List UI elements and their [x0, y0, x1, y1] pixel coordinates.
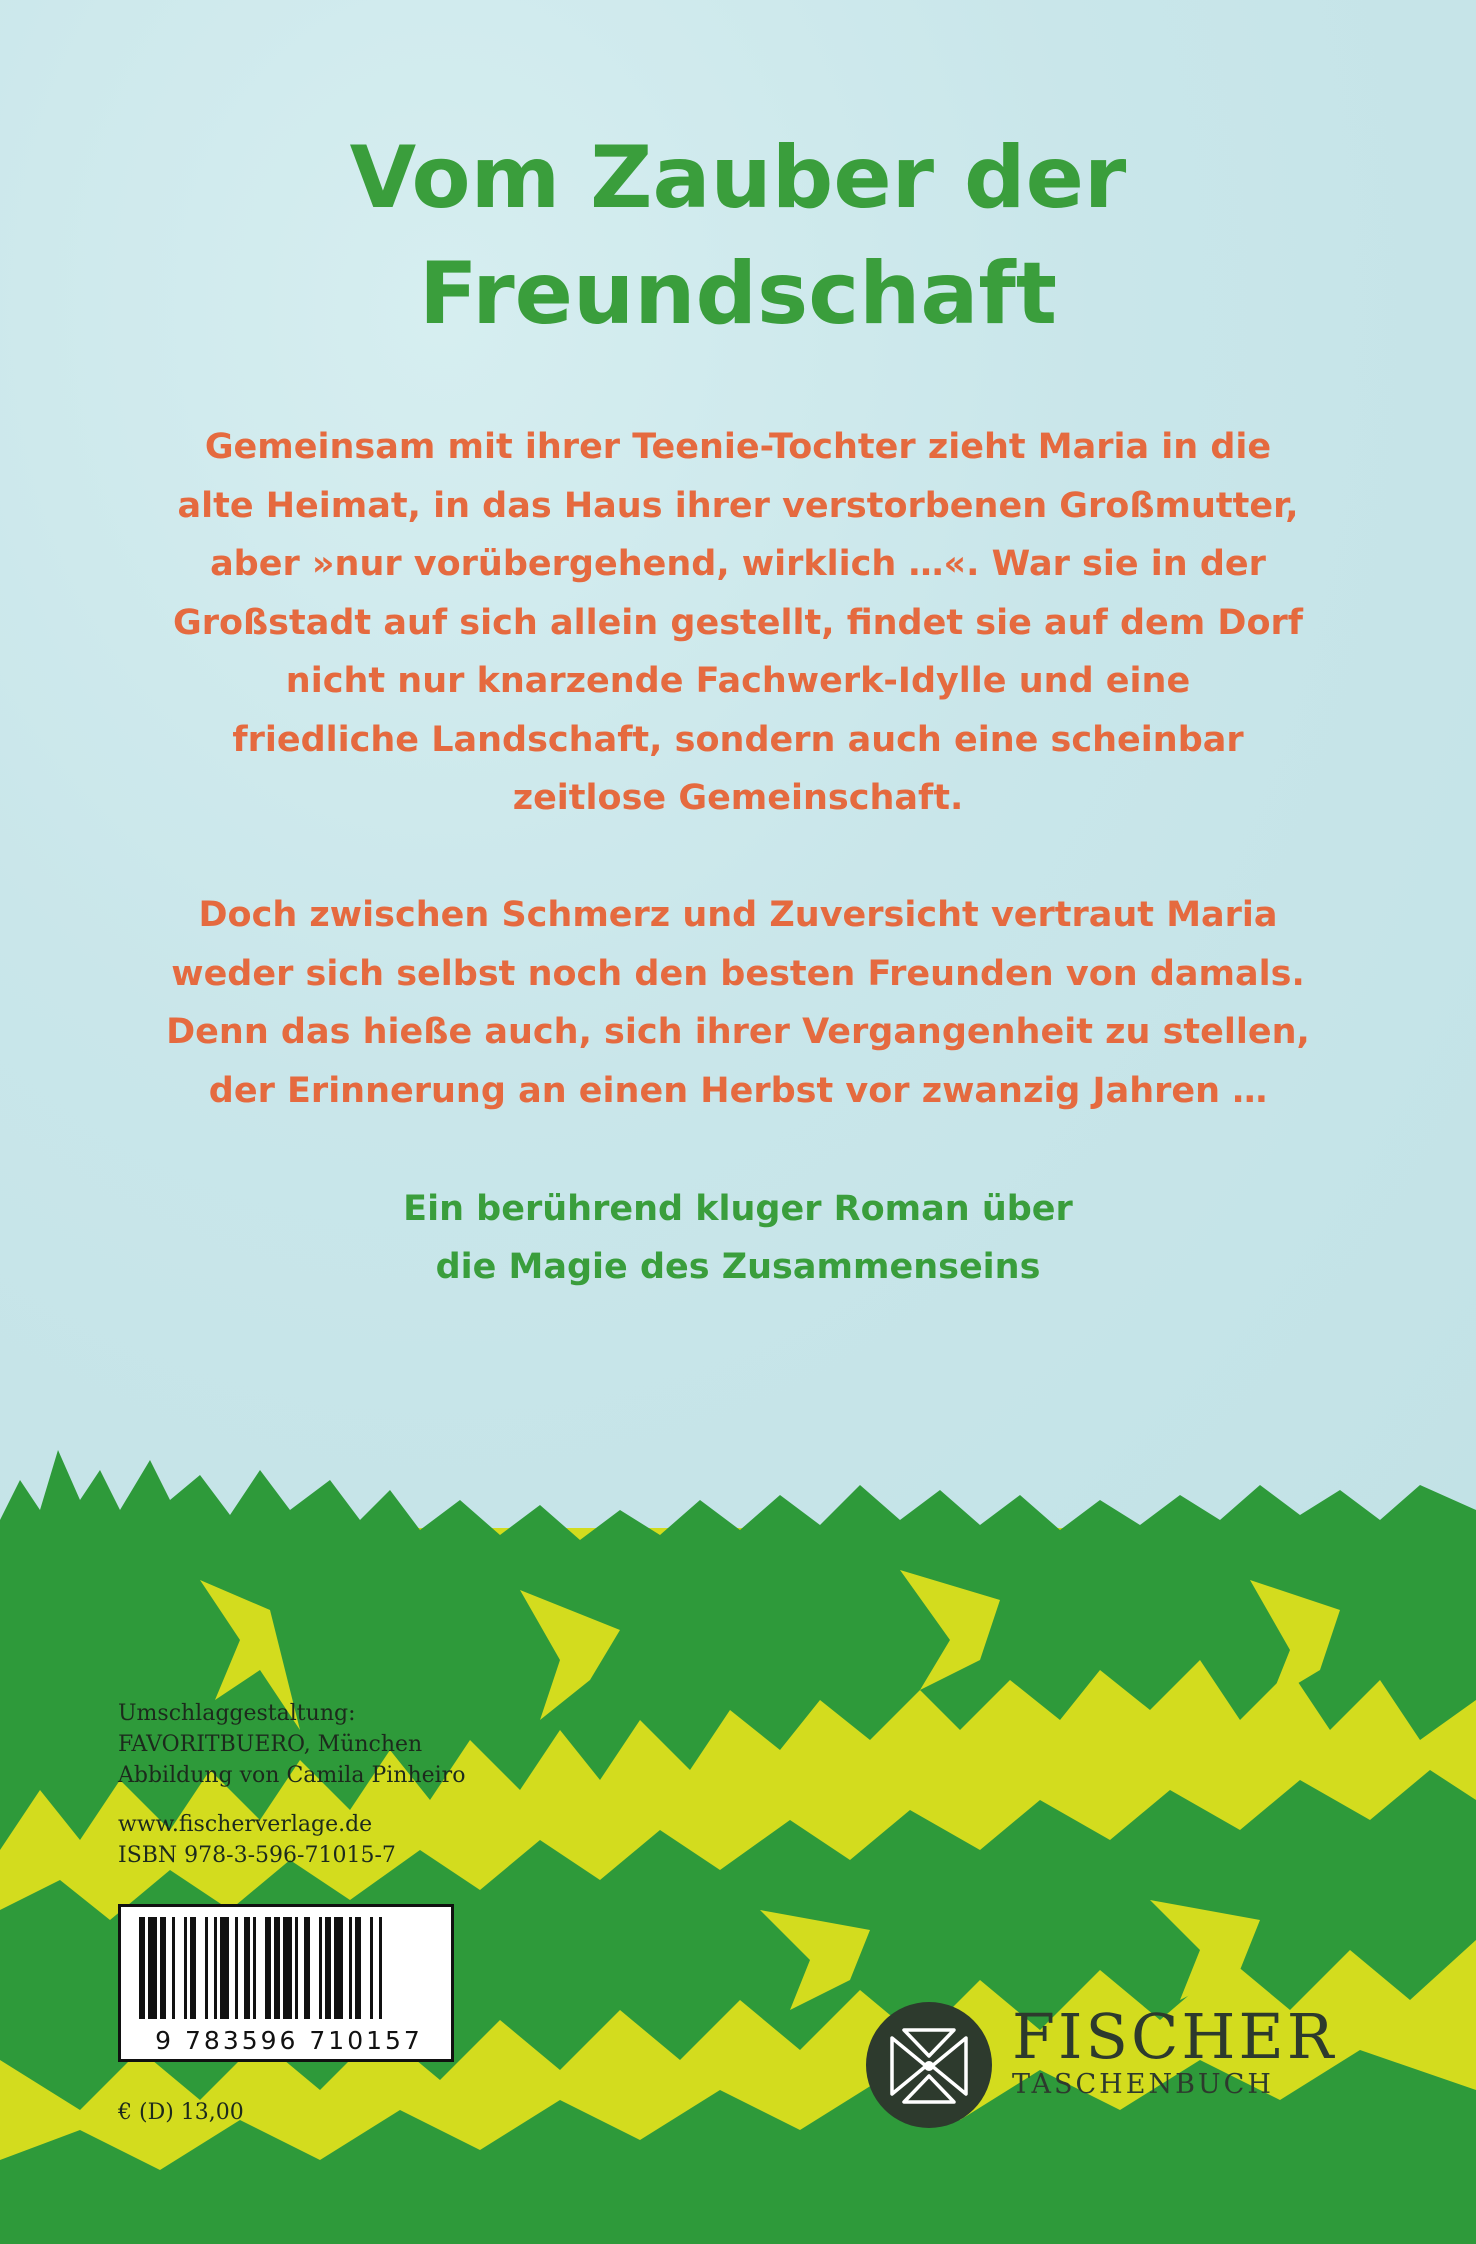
spacer — [118, 1791, 465, 1809]
blurb-line: der Erinnerung an einen Herbst vor zwanzig Jahren … — [208, 1070, 1268, 1111]
barcode-bar — [319, 1917, 322, 2019]
publisher-imprint: TASCHENBUCH — [1012, 2069, 1274, 2100]
barcode-bar — [214, 1917, 217, 2019]
publisher-name: FISCHER — [1012, 2000, 1337, 2073]
barcode-bar — [325, 1917, 331, 2019]
barcode-bar — [304, 1917, 310, 2019]
barcode-bar — [220, 1917, 229, 2019]
barcode-bar — [148, 1917, 157, 2019]
blurb-line: Gemeinsam mit ihrer Teenie-Tochter zieht Maria in die — [204, 427, 1272, 467]
barcode-bar — [379, 1917, 382, 2019]
title-line-1: Vom Zauber der — [349, 128, 1127, 228]
barcode-bar — [160, 1917, 166, 2019]
blurb-line: aber »nur vorübergehend, wirklich …«. War sie in der — [210, 544, 1266, 584]
barcode-bar — [334, 1917, 343, 2019]
blurb-line: weder sich selbst noch den besten Freunden von damals. — [171, 953, 1305, 994]
barcode-bar — [139, 1917, 145, 2019]
barcode-bar — [235, 1917, 238, 2019]
barcode-digits: 9 783596 710157 — [155, 2026, 423, 2055]
design-studio: FAVORITBUERO, München — [118, 1732, 423, 1757]
barcode-bar — [295, 1917, 298, 2019]
blurb-line: Denn das hieße auch, sich ihrer Vergangenheit zu stellen, — [166, 1012, 1310, 1052]
illustration-credit: Abbildung von Camila Pinheiro — [118, 1763, 466, 1788]
barcode-bars — [139, 1917, 439, 2019]
blurb-paragraph-2 — [150, 886, 1326, 1120]
barcode-bar — [265, 1917, 271, 2019]
barcode-bar — [253, 1917, 256, 2019]
price: € (D) 13,00 — [118, 2100, 244, 2125]
publisher-logo — [1012, 2000, 1337, 2100]
isbn: ISBN 978-3-596-71015-7 — [118, 1843, 396, 1868]
credits-block — [118, 1698, 465, 1871]
barcode-bar — [244, 1917, 250, 2019]
barcode-bar — [355, 1917, 361, 2019]
barcode-bar — [349, 1917, 352, 2019]
blurb-line: friedliche Landschaft, sondern auch eine scheinbar — [232, 719, 1244, 760]
barcode-bar — [172, 1917, 175, 2019]
tagline-line: die Magie des Zusammenseins — [435, 1247, 1041, 1287]
page-title — [0, 120, 1476, 352]
tagline-line: Ein berührend kluger Roman über — [403, 1189, 1073, 1229]
blurb-paragraph-1 — [150, 418, 1326, 828]
barcode-bar — [190, 1917, 196, 2019]
tagline — [150, 1180, 1326, 1296]
barcode — [118, 1904, 454, 2062]
barcode-bar — [184, 1917, 187, 2019]
blurb-line: Großstadt auf sich allein gestellt, findet sie auf dem Dorf — [172, 602, 1304, 643]
barcode-bar — [205, 1917, 208, 2019]
blurb-line: alte Heimat, in das Haus ihrer verstorbenen Großmutter, — [177, 485, 1299, 526]
website: www.fischerverlage.de — [118, 1812, 373, 1837]
barcode-bar — [283, 1917, 292, 2019]
blurb-line: Doch zwischen Schmerz und Zuversicht vertraut Maria — [198, 895, 1278, 935]
barcode-bar — [370, 1917, 373, 2019]
title-line-2: Freundschaft — [419, 244, 1057, 344]
blurb-line: zeitlose Gemeinschaft. — [512, 778, 964, 818]
barcode-bar — [274, 1917, 280, 2019]
blurb-line: nicht nur knarzende Fachwerk-Idylle und eine — [285, 661, 1191, 701]
fish-emblem-icon — [864, 2000, 994, 2130]
design-label: Umschlaggestaltung: — [118, 1701, 356, 1726]
